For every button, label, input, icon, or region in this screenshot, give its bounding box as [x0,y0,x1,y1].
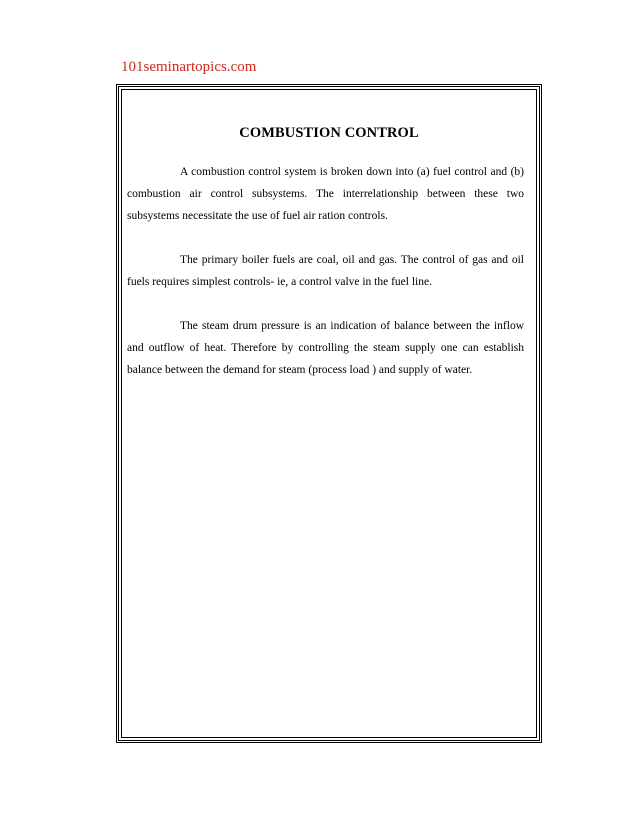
page-frame-inner [121,89,537,738]
paragraph-combustion-subsystems: A combustion control system is broken down into (a) fuel control and (b) combustion air control subsystems. The interrelationship between these two subsystems necessitate the use of fuel air ration controls. [127,166,524,223]
document-title: COMBUSTION CONTROL [239,125,419,141]
paragraph-boiler-fuels: The primary boiler fuels are coal, oil and gas. The control of gas and oil fuels requires simplest controls- ie, a control valve in the fuel line. [127,254,524,289]
site-name: 101seminartopics.com [121,59,257,75]
paragraph-steam-drum-pressure: The steam drum pressure is an indication of balance between the inflow and outflow of heat. Therefore by controlling the steam supply one can establish balance between the demand for steam (process load ) and supply of water. [127,320,524,377]
page-frame [116,84,542,743]
